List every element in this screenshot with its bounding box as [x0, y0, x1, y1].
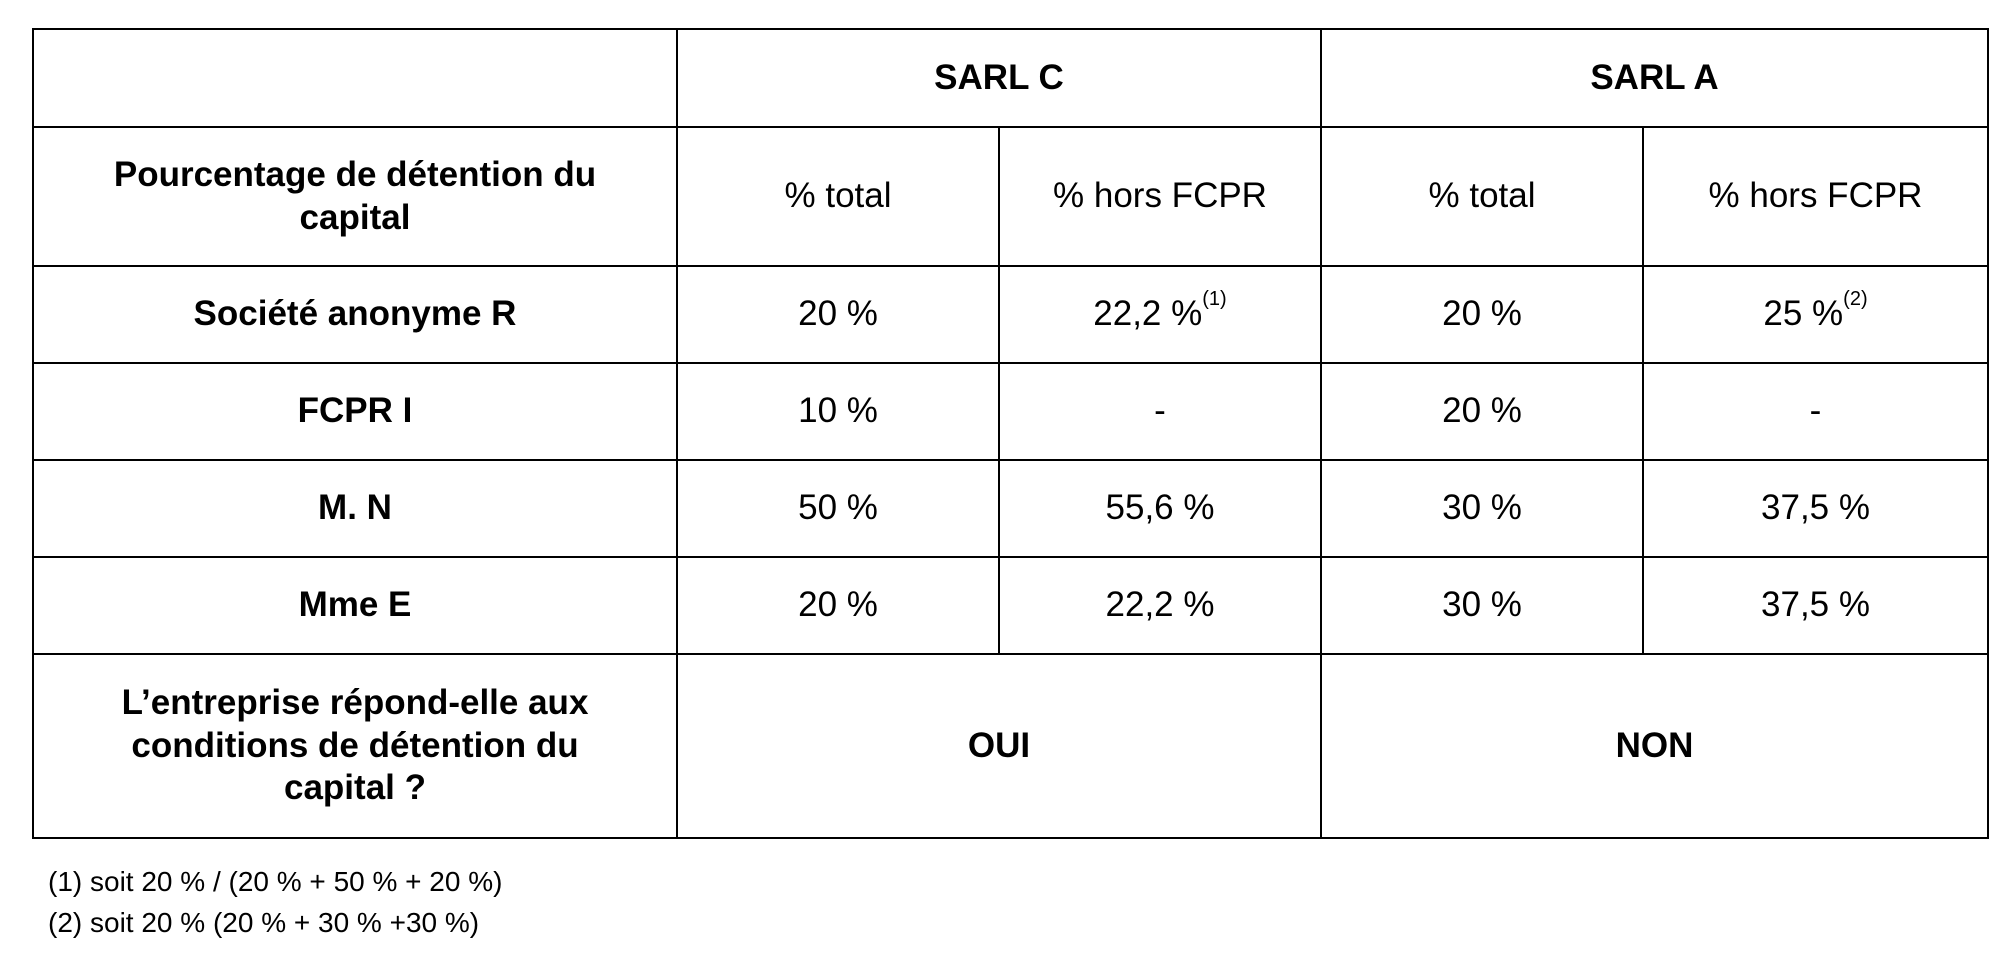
row-label: Mme E [33, 557, 677, 654]
table-row [33, 460, 1988, 557]
c-hors-fcpr-cell: 22,2 % [999, 557, 1321, 654]
footnotes [48, 861, 502, 943]
row-label: FCPR I [33, 363, 677, 460]
a-hors-fcpr-cell [1643, 266, 1988, 363]
c-hors-fcpr-cell: 55,6 % [999, 460, 1321, 557]
a-total-cell: 30 % [1321, 460, 1643, 557]
footnote-ref: (1) [1202, 288, 1227, 311]
c-total-cell: 20 % [677, 266, 999, 363]
empty-corner-cell [33, 29, 677, 127]
a-hors-fcpr-cell: 37,5 % [1643, 460, 1988, 557]
footnote-2: (2) soit 20 % (20 % + 30 % +30 %) [48, 907, 480, 938]
a-hors-fcpr-cell: 37,5 % [1643, 557, 1988, 654]
company-c-header: SARL C [677, 29, 1321, 127]
table-row [33, 557, 1988, 654]
value: 22,2 % [1093, 294, 1203, 334]
footnote-1: (1) soit 20 % / (20 % + 50 % + 20 %) [48, 866, 503, 897]
table-row [33, 363, 1988, 460]
a-total-cell: 30 % [1321, 557, 1643, 654]
c-total-cell: 50 % [677, 460, 999, 557]
conditions-question: L’entreprise répond-elle aux conditions de détention du capital ? [33, 654, 677, 838]
footnote-ref: (2) [1843, 288, 1868, 311]
conclusion-row [33, 654, 1988, 838]
a-hors-fcpr-cell: - [1643, 363, 1988, 460]
c-hors-fcpr-cell: - [999, 363, 1321, 460]
a-hors-fcpr-header: % hors FCPR [1643, 127, 1988, 266]
answer-company-a: NON [1321, 654, 1988, 838]
answer-company-c: OUI [677, 654, 1321, 838]
c-hors-fcpr-cell [999, 266, 1321, 363]
table-row [33, 266, 1988, 363]
ownership-table [32, 28, 1989, 839]
company-a-header: SARL A [1321, 29, 1988, 127]
header-row [33, 29, 1988, 127]
c-total-cell: 20 % [677, 557, 999, 654]
row-label: M. N [33, 460, 677, 557]
subheader-row [33, 127, 1988, 266]
a-total-cell: 20 % [1321, 363, 1643, 460]
a-total-cell: 20 % [1321, 266, 1643, 363]
c-total-cell: 10 % [677, 363, 999, 460]
c-hors-fcpr-header: % hors FCPR [999, 127, 1321, 266]
a-total-header: % total [1321, 127, 1643, 266]
capital-holding-label: Pourcentage de détention du capital [33, 127, 677, 266]
c-total-header: % total [677, 127, 999, 266]
row-label: Société anonyme R [33, 266, 677, 363]
value: 25 % [1763, 294, 1844, 334]
